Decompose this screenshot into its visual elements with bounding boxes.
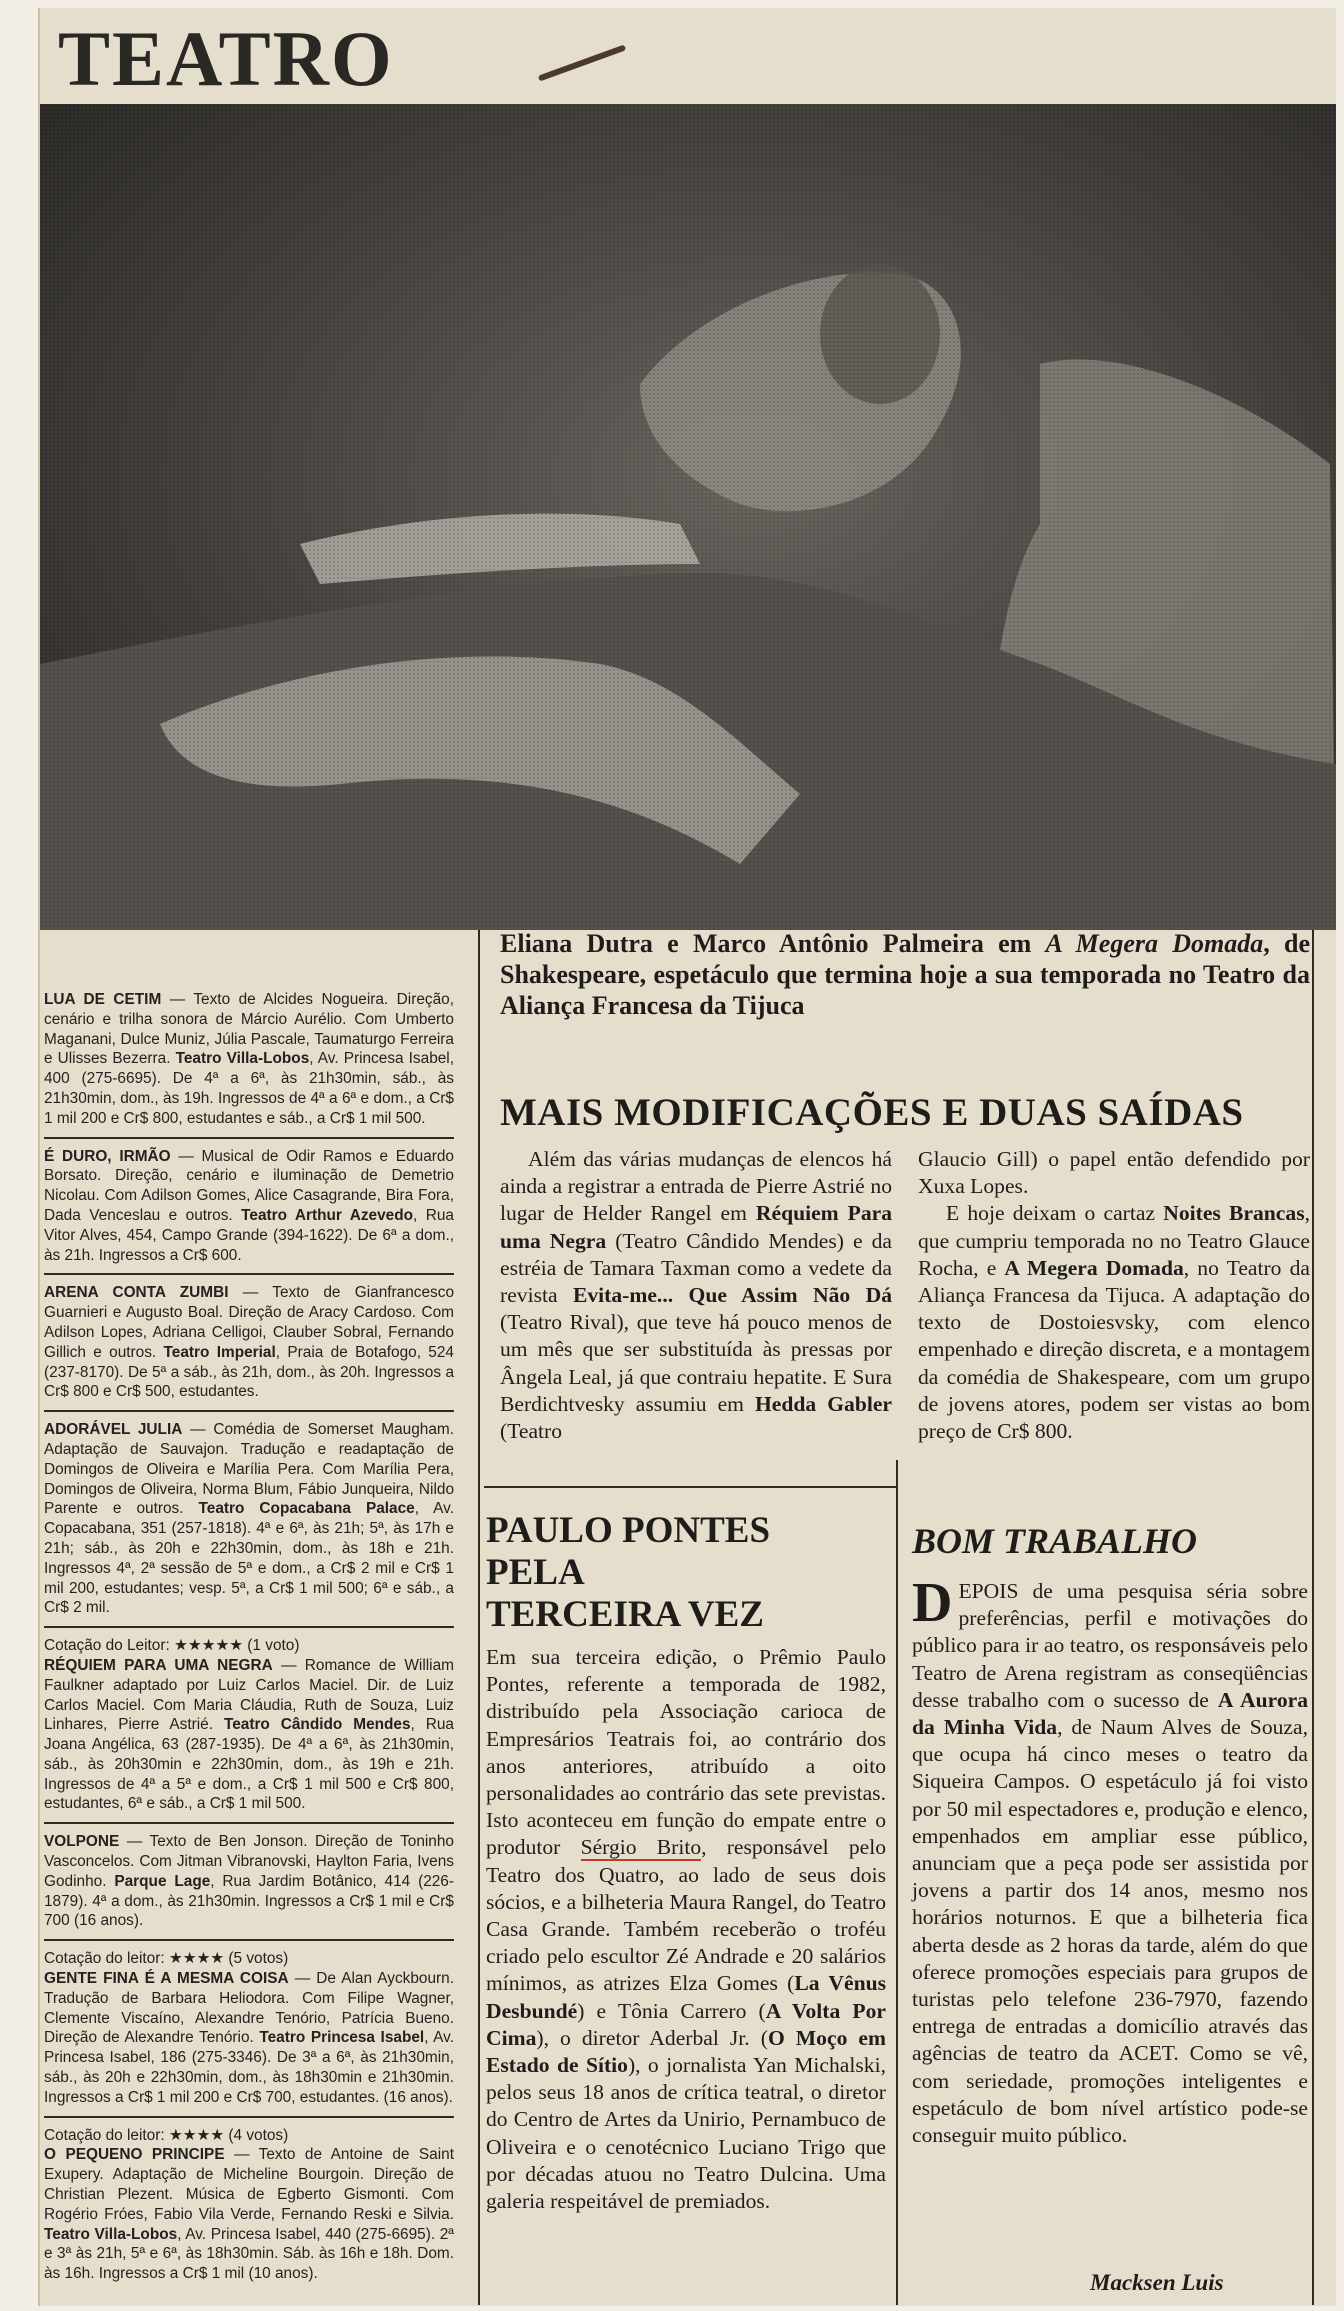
play-schedule: , Rua Jardim Botânico, 414 (226-1879). 4ª a dom., às 21h30min. Ingressos a Cr$ 1 mil e Cr$ 700 (16 anos).: [44, 1872, 454, 1930]
theater-listings: [44, 990, 454, 2300]
play-title: LUA DE CETIM: [44, 991, 162, 1008]
caption-work-title: A Megera Domada: [1045, 929, 1264, 958]
column-rule-right: [1312, 930, 1314, 2305]
play-details: — Texto de Alcides Nogueira. Direção, cenário e trilha sonora de Márcio Aurélio. Com Umberto Maganani, Dulce Muniz, Júlia Pascale, Taumaturgo Ferreira e Ulisses Bezerra.: [44, 991, 454, 1068]
play-venue: Teatro Villa-Lobos: [44, 2225, 178, 2243]
column-rule-middle: [896, 1460, 898, 2305]
article2-body: [486, 1644, 886, 2215]
play-title: ADORÁVEL JULIA: [44, 1421, 183, 1439]
reader-rating: Cotação do leitor: ★★★★ (4 votos): [44, 2126, 289, 2144]
play-schedule: , Rua Vitor Alves, 454, Campo Grande (394-1622). De 6ª a dom., às 21h. Ingressos a Cr$ 600.: [44, 1206, 454, 1264]
drop-cap: D: [912, 1572, 953, 1634]
paragraph: Além das várias mudanças de elencos há ainda a registrar a entrada de Pierre Astrié no lugar de Helder Rangel em Réquiem Para uma Negra (Teatro Cândido Mendes) e da estréia de Tamara Taxman como a vedete da revista Evita-me... Que Assim Não Dá (Teatro Rival), que teve há pouco menos de um mês que ser substituída às pressas por Ângela Leal, já que contraiu hepatite. E Sura Berdichtvesky assumiu em Hedda Gabler (Teatro: [500, 1147, 892, 1444]
caption-tail: , de Shakespeare, espetáculo que termina hoje a sua temporada no Teatro da Aliança Francesa da Tijuca: [500, 929, 1310, 1020]
play-venue: Teatro Arthur Azevedo: [241, 1206, 414, 1224]
article-divider: [484, 1486, 896, 1488]
play-title: ARENA CONTA ZUMBI: [44, 1284, 229, 1302]
stage-photograph: [40, 104, 1336, 930]
listing-entry: [44, 1283, 454, 1412]
paragraph: EPOIS de uma pesquisa séria sobre preferências, perfil e motivações do público para ir ao teatro, os responsáveis pelo Teatro de Arena registram as conseqüências desse trabalho com o sucesso de A Aurora da Minha Vida, de Naum Alves de Souza, que ocupa há cinco meses o teatro da Siqueira Campos. O espetáculo já foi visto por 50 mil espectadores e, produção e elenco, empenhados em ampliar esse público, anunciam que a peça pode ser assistida por jovens a partir dos 14 anos, mesmo nos horários noturnos. E que a bilheteria fica aberta desde as 2 horas da tarde, além do que oferece promoções especiais para grupos de turistas pelo telefone 236-7970, fazendo entrega de entradas a domicílio através das agências de teatro da ACET. Como se vê, com seriedade, promoções inteligentes e espetáculo de bom nível artístico pode-se conseguir muito público.: [912, 1579, 1308, 2148]
column-rule-left: [478, 930, 480, 2305]
play-details: — Comédia de Somerset Maugham. Adaptação de Sauvajon. Tradução e readaptação de Domingos de Oliveira e Marília Pera. Com Marília Pera, Domingos de Oliveira, Norma Blum, Fábio Junqueira, Nildo Parente e outros.: [44, 1421, 455, 1518]
paragraph: Em sua terceira edição, o Prêmio Paulo Pontes, referente a temporada de 1982, distribuído pela Associação carioca de Empresários Teatrais foi, ao contrário dos anos anteriores, atribuído a oito personalidades ao contrário das sete previstas. Isto aconteceu em função do empate entre o produtor Sérgio Brito, responsável pelo Teatro dos Quatro, ao lado de seus dois sócios, e a bilheteria Maura Rangel, do Teatro Casa Grande. Também receberão o troféu criado pelo escultor Zé Andrade e 20 salários mínimos, as atrizes Elza Gomes (La Vênus Desbundé) e Tônia Carrero (A Volta Por Cima), o diretor Aderbal Jr. (O Moço em Estado de Sítio), o jornalista Yan Michalski, pelos seus 18 anos de crítica teatral, o diretor do Centro de Artes da Unirio, Pernambuco de Oliveira e o cenotécnico Luciano Trigo que por décadas atuou no Teatro Dulcina. Uma galeria respeitável de premiados.: [486, 1645, 887, 2214]
byline: Macksen Luis: [1090, 2270, 1224, 2295]
play-schedule: , Av. Princesa Isabel, 400 (275-6695). De 4ª a 6ª, às 21h30min, sáb., às 21h30min, dom., às 19h. Ingressos de 4ª a 6ª e dom., a Cr$ 1 mil 200 e Cr$ 800, estudantes e sáb., a Cr$ 1 mil 500.: [44, 1050, 455, 1127]
listing-entry: [44, 1636, 454, 1824]
caption-lead: Eliana Dutra e Marco Antônio Palmeira em: [500, 929, 1046, 958]
photo-illustration: [40, 104, 1336, 930]
play-schedule: , Av. Princesa Isabel, 186 (275-3346). De 3ª a 6ª, às 21h30min, sáb., às 20h e 22h30min, dom., às 18h30min e 21h30min. Ingressos a Cr$ 1 mil 200 e Cr$ 700, estudantes. (16 anos).: [44, 2029, 454, 2106]
headline-line: TERCEIRA VEZ: [486, 1594, 764, 1635]
play-title: O PEQUENO PRINCIPE: [44, 2146, 225, 2164]
play-details: — De Alan Ayckbourn. Tradução de Barbara Heliodora. Com Filipe Wagner, Clemente Viscaíno, Alexandre Tenório, Patrícia Bueno. Direção de Alexandre Tenório.: [44, 1970, 454, 2047]
play-details: — Musical de Odir Ramos e Eduardo Borsato. Direção, cenário e iluminação de Demetrio Nicolau. Com Adilson Gomes, Alice Casagrande, Bira Fora, Dada Venceslau e outros.: [44, 1147, 454, 1224]
paragraph: Glaucio Gill) o papel então defendido por Xuxa Lopes.: [918, 1147, 1310, 1199]
play-schedule: , Av. Copacabana, 351 (257-1818). 4ª e 6ª, às 21h; 5ª, às 17h e 21h; sáb., às 20h e 22h30min, dom., às 18h e 21h. Ingressos 4ª, 2ª sessão de 5ª e dom., a Cr$ 2 mil e Cr$ 1 mil 200, estudantes; vesp. 5ª, a Cr$ 1 mil 500; 6ª e sáb., a Cr$ 2 mil.: [44, 1500, 454, 1617]
play-title: RÉQUIEM PARA UMA NEGRA: [44, 1656, 273, 1674]
headline-line: PAULO PONTES: [486, 1510, 771, 1551]
play-venue: Teatro Cândido Mendes: [223, 1716, 411, 1734]
play-schedule: , Praia de Botafogo, 524 (237-8170). De 5ª a sáb., às 21h, dom., às 20h. Ingressos a Cr$ 800 e Cr$ 500, estudantes.: [44, 1343, 454, 1401]
play-venue: Teatro Imperial: [163, 1343, 276, 1361]
play-title: VOLPONE: [44, 1833, 120, 1851]
play-venue: Parque Lage: [114, 1872, 211, 1890]
play-schedule: , Av. Princesa Isabel, 440 (275-6695). 2ª e 3ª às 21h, 5ª e 6ª, às 18h30min. Sáb. às 16h e 18h. Dom. às 16h. Ingressos a Cr$ 1 mil (10 anos).: [44, 2225, 454, 2283]
headline-paulo-pontes: [486, 1510, 886, 1636]
play-details: — Texto de Gianfrancesco Guarnieri e Augusto Boal. Direção de Aracy Cardoso. Com Adilson Lopes, Adriana Celligoi, Clauber Sobral, Fernando Gillich e outros.: [44, 1284, 455, 1361]
listing-entry: [44, 2126, 454, 2292]
article1-column1: [500, 1146, 892, 1445]
play-venue: Teatro Copacabana Palace: [198, 1500, 415, 1518]
listing-entry: [44, 1832, 454, 1941]
listing-entry: [44, 1147, 454, 1276]
reader-rating: Cotação do leitor: ★★★★ (5 votos): [44, 1950, 289, 1968]
section-masthead: TEATRO: [58, 15, 394, 102]
paragraph: E hoje deixam o cartaz Noites Brancas, que cumpriu temporada no no Teatro Glauce Rocha, e A Megera Domada, no Teatro da Aliança Francesa da Tijuca. A adaptação do texto de Dostoiesvsky, com elenco empenhado e direção discreta, e a montagem da comédia de Shakespeare, com um grupo de jovens atores, podem ser vistas ao bom preço de Cr$ 800.: [918, 1201, 1311, 1444]
reader-rating: Cotação do Leitor: ★★★★★ (1 voto): [44, 1637, 300, 1655]
article3-body: [912, 1572, 1308, 2149]
headline-mais-modificacoes: MAIS MODIFICAÇÕES E DUAS SAÍDAS: [500, 1091, 1244, 1134]
play-details: — Romance de William Faulkner adaptado por Luiz Carlos Maciel. Dir. de Luiz Carlos Maciel. Com Maria Cláudia, Ruth de Souza, Luiz Linhares, Pierre Astrié.: [44, 1656, 454, 1734]
listing-entry: [44, 990, 454, 1139]
play-venue: Teatro Villa-Lobos: [175, 1050, 310, 1068]
headline-line: PELA: [486, 1552, 585, 1593]
article1-column2: [918, 1146, 1310, 1445]
play-schedule: , Rua Joana Angélica, 63 (287-1935). De 4ª a 6ª, às 21h30min, sáb., às 20h30min e 22h30min, dom., às 19h e 21h. Ingressos de 4ª a 5ª e dom., a Cr$ 1 mil 500 e Cr$ 800, estudantes, 6ª e sáb., a Cr$ 1 mil 500.: [44, 1716, 454, 1813]
headline-bom-trabalho: BOM TRABALHO: [912, 1521, 1198, 1561]
play-venue: Teatro Princesa Isabel: [259, 2029, 425, 2047]
play-title: GENTE FINA É A MESMA COISA: [44, 1970, 289, 1988]
photo-caption: [500, 928, 1310, 1021]
play-details: — Texto de Antoine de Saint Exupery. Adaptação de Micheline Bourgoin. Direção de Christian Plezent. Música de Egberto Gismonti. Com Rogério Fróes, Fabio Vila Verde, Fernando Reski e Silvia.: [44, 2146, 454, 2223]
listing-entry: [44, 1420, 454, 1628]
listing-entry: [44, 1949, 454, 2117]
play-details: — Texto de Ben Jonson. Direção de Toninho Vasconcelos. Com Jitman Vibranovski, Haylton Faria, Ivens Godinho.: [44, 1833, 454, 1890]
play-title: É DURO, IRMÃO: [44, 1147, 171, 1165]
